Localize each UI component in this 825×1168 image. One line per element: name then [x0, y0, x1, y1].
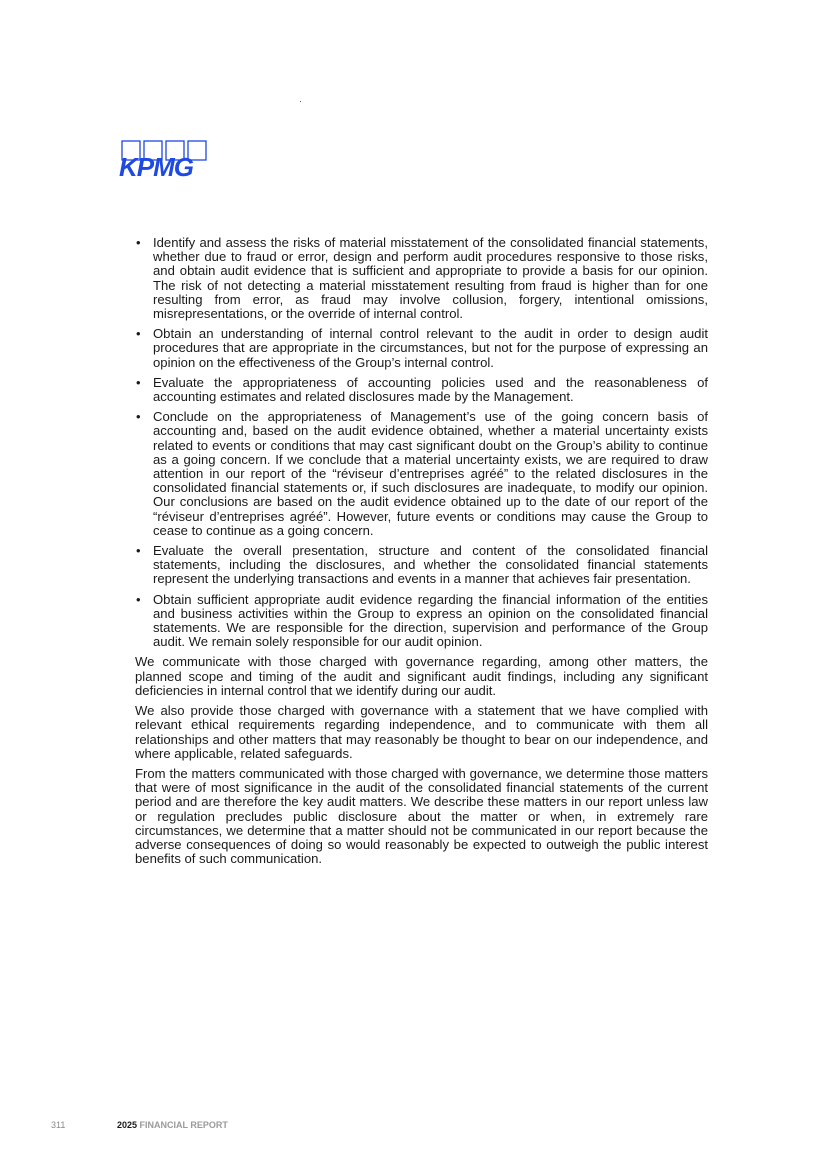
paragraph: We communicate with those charged with governance regarding, among other matters, the planned scope and timing of the audit and significant audit findings, including any significant deficiencies in internal control that we identify during our audit.	[135, 654, 708, 698]
list-item: • Obtain sufficient appropriate audit evidence regarding the financial information of the entities and business activities within the Group to express an opinion on the consolidated financial statements. We are responsible for the direction, supervision and performance of the Group audit. We remain solely responsible for our audit opinion.	[135, 593, 708, 650]
list-item: • Obtain an understanding of internal control relevant to the audit in order to design audit procedures that are appropriate in the circumstances, but not for the purpose of expressing an opinion on the effectiveness of the Group’s internal control.	[135, 327, 708, 370]
list-item: • Identify and assess the risks of material misstatement of the consolidated financial statements, whether due to fraud or error, design and perform audit procedures responsive to those risks, and obtain audit evidence that is sufficient and appropriate to provide a basis for our opinion. The risk of not detecting a material misstatement resulting from fraud is higher than for one resulting from error, as fraud may involve collusion, forgery, intentional omissions, misrepresentations, or the override of internal control.	[135, 236, 708, 321]
paragraph: From the matters communicated with those charged with governance, we determine those matters that were of most significance in the audit of the consolidated financial statements of the current period and are therefore the key audit matters. We describe these matters in our report unless law or regulation precludes public disclosure about the matter or when, in extremely rare circumstances, we determine that a matter should not be communicated in our report because the adverse consequences of doing so would reasonably be expected to outweigh the public interest benefits of such communication.	[135, 765, 708, 867]
report-body	[135, 236, 708, 872]
paragraph: We also provide those charged with governance with a statement that we have complied with relevant ethical requirements regarding independence, and to communicate with them all relationships and other matters that may reasonably be thought to bear on our independence, and where applicable, related safeguards.	[135, 703, 708, 761]
list-item: • Evaluate the appropriateness of accounting policies used and the reasonableness of accounting estimates and related disclosures made by the Management.	[135, 376, 708, 404]
svg-text:KPMG: KPMG	[119, 152, 193, 180]
stray-mark	[300, 101, 301, 102]
list-item: • Evaluate the overall presentation, structure and content of the consolidated financial statements, including the disclosures, and whether the consolidated financial statements represent the underlying transactions and events in a manner that achieves fair presentation.	[135, 544, 708, 587]
page-footer	[51, 1120, 228, 1130]
page-number: 311	[51, 1120, 66, 1130]
audit-responsibilities-list	[135, 236, 708, 649]
footer-year: 2025	[117, 1120, 138, 1130]
kpmg-logo	[117, 140, 217, 180]
footer-label: FINANCIAL REPORT	[139, 1120, 228, 1130]
list-item: • Conclude on the appropriateness of Management’s use of the going concern basis of accounting and, based on the audit evidence obtained, whether a material uncertainty exists related to events or conditions that may cast significant doubt on the Group’s ability to continue as a going concern. If we conclude that a material uncertainty exists, we are required to draw attention in our report of the “réviseur d’entreprises agréé” to the related disclosures in the consolidated financial statements or, if such disclosures are inadequate, to modify our opinion. Our conclusions are based on the audit evidence obtained up to the date of our report of the “réviseur d’entreprises agréé”. However, future events or conditions may cause the Group to cease to continue as a going concern.	[135, 410, 708, 538]
